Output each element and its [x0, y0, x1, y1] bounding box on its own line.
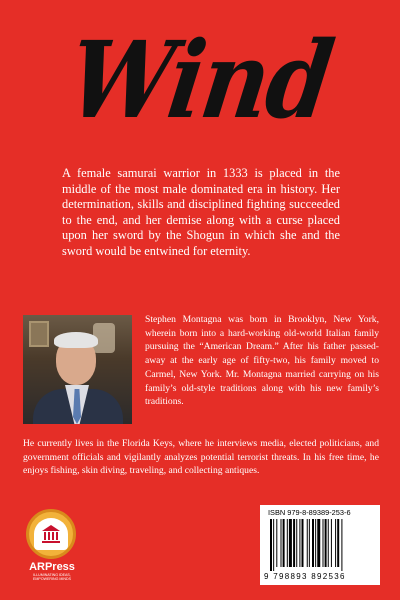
author-current-life: He currently lives in the Florida Keys, where he interviews media, elected politicians, and government officials and vigilantly analyzes potential terrorist threats. In his free time, he enjoys fishing, skin diving, traveling, and collecting antiques.: [23, 438, 379, 477]
book-title: Wind: [61, 17, 339, 143]
barcode-bar: [307, 519, 308, 567]
barcode-bar: [309, 519, 310, 567]
barcode-bar: [296, 519, 297, 567]
barcode-bar: [302, 519, 304, 567]
library-icon: [40, 523, 62, 545]
publisher-logo: [22, 509, 82, 581]
barcode-bar: [325, 519, 327, 567]
barcode-bar: [293, 519, 295, 567]
publisher-name: ARPress: [29, 561, 75, 573]
barcode-bar: [281, 519, 282, 567]
barcode-bar: [287, 519, 288, 567]
barcode-bar: [270, 519, 272, 571]
barcode-bar: [273, 519, 274, 571]
publisher-tagline: ILLUMINATING IDEAS, EMPOWERING MINDS: [33, 573, 71, 581]
barcode-bar: [299, 519, 300, 567]
barcode-bar: [328, 519, 329, 567]
synopsis-text: A female samurai warrior in 1333 is placed in the middle of the most male dominated era in history. Her determination, skills and disciplined fighting succeeded to the end, and her demise along with a curse placed upon her sword by the Shogun in which she and the sword would be entwined for eternity.: [62, 166, 340, 258]
barcode-bar: [323, 519, 324, 567]
barcode-bar: [289, 519, 292, 567]
barcode-bar: [283, 519, 285, 567]
barcode-bar: [331, 519, 332, 567]
barcode-bar: [276, 519, 277, 567]
barcode-bar: [341, 519, 342, 571]
wall-picture-frame: [29, 321, 49, 347]
author-bio: Stephen Montagna was born in Brooklyn, New York, wherein born into a hard-working old-world Italian family pursuing the “American Dream.” After his father passed-away at the early age of fifty-two, his family moved to Carmel, New York. Mr. Montagna married carrying on his family’s old-style traditions along with his new family’s traditions.: [145, 314, 379, 408]
barcode-bar: [335, 519, 336, 567]
barcode-bar: [312, 519, 314, 567]
barcode-bar: [317, 519, 320, 567]
barcode-bar: [337, 519, 339, 567]
barcode-icon: [268, 519, 372, 571]
barcode-number: 9 798893 892536: [264, 572, 346, 581]
isbn-barcode-box: [260, 505, 380, 585]
author-hair: [54, 332, 98, 348]
author-photo: [23, 315, 132, 424]
isbn-label: ISBN 979-8-89389-253-6: [268, 508, 351, 517]
barcode-bar: [315, 519, 316, 567]
